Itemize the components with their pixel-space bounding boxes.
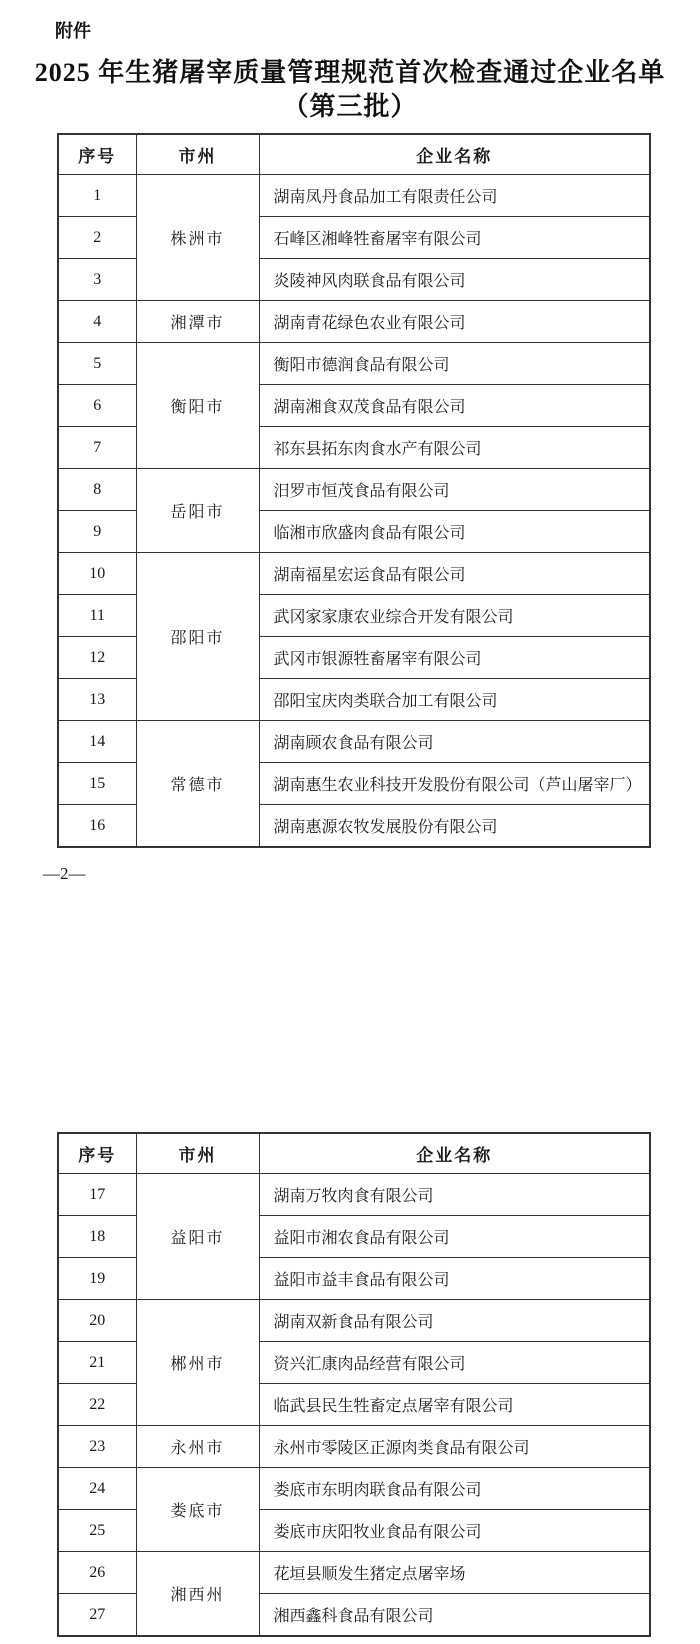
city-cell: 郴州市 [136,1300,259,1426]
table-row [58,1426,650,1468]
company-name-cell: 湖南双新食品有限公司 [259,1300,650,1342]
serial-number-cell: 7 [58,427,136,469]
serial-number-cell: 10 [58,553,136,595]
company-table-part1 [57,133,651,848]
serial-number-cell: 14 [58,721,136,763]
city-cell: 常德市 [136,721,259,848]
serial-number-cell: 12 [58,637,136,679]
company-name-cell: 临湘市欣盛肉食品有限公司 [259,511,650,553]
table-row [58,1174,650,1216]
serial-number-cell: 18 [58,1216,136,1258]
table-row [58,469,650,511]
table-row [58,343,650,385]
column-header-company: 企业名称 [259,1133,650,1174]
company-name-cell: 资兴汇康肉品经营有限公司 [259,1342,650,1384]
company-name-cell: 石峰区湘峰牲畜屠宰有限公司 [259,217,650,259]
serial-number-cell: 5 [58,343,136,385]
page-number: —2— [43,864,86,883]
company-name-cell: 祁东县拓东肉食水产有限公司 [259,427,650,469]
table-row [58,1300,650,1342]
serial-number-cell: 1 [58,175,136,217]
table-row [58,301,650,343]
column-header-serial: 序号 [58,134,136,175]
city-cell: 衡阳市 [136,343,259,469]
table-row [58,721,650,763]
title-line-1: 2025 年生猪屠宰质量管理规范首次检查通过企业名单 [34,58,666,87]
company-name-cell: 娄底市东明肉联食品有限公司 [259,1468,650,1510]
company-name-cell: 益阳市湘农食品有限公司 [259,1216,650,1258]
attachment-label: 附件 [55,21,91,41]
column-header-company: 企业名称 [259,134,650,175]
serial-number-cell: 25 [58,1510,136,1552]
table-header-row [58,134,650,175]
column-header-city: 市州 [136,134,259,175]
serial-number-cell: 6 [58,385,136,427]
serial-number-cell: 20 [58,1300,136,1342]
serial-number-cell: 22 [58,1384,136,1426]
serial-number-cell: 13 [58,679,136,721]
column-header-serial: 序号 [58,1133,136,1174]
city-cell: 永州市 [136,1426,259,1468]
company-name-cell: 衡阳市德润食品有限公司 [259,343,650,385]
serial-number-cell: 19 [58,1258,136,1300]
serial-number-cell: 3 [58,259,136,301]
document-title [0,56,700,124]
company-name-cell: 武冈家家康农业综合开发有限公司 [259,595,650,637]
company-name-cell: 湖南湘食双茂食品有限公司 [259,385,650,427]
company-table-part2 [57,1132,651,1637]
company-name-cell: 湖南顾农食品有限公司 [259,721,650,763]
city-cell: 湘西州 [136,1552,259,1637]
company-name-cell: 娄底市庆阳牧业食品有限公司 [259,1510,650,1552]
company-name-cell: 湖南凤丹食品加工有限责任公司 [259,175,650,217]
company-name-cell: 炎陵神风肉联食品有限公司 [259,259,650,301]
city-cell: 湘潭市 [136,301,259,343]
serial-number-cell: 4 [58,301,136,343]
title-line-2: （第三批） [282,92,418,121]
table-row [58,1552,650,1594]
company-name-cell: 临武县民生牲畜定点屠宰有限公司 [259,1384,650,1426]
serial-number-cell: 11 [58,595,136,637]
company-name-cell: 湖南惠生农业科技开发股份有限公司（芦山屠宰厂） [259,763,650,805]
company-name-cell: 湖南青花绿色农业有限公司 [259,301,650,343]
company-name-cell: 益阳市益丰食品有限公司 [259,1258,650,1300]
company-name-cell: 汨罗市恒茂食品有限公司 [259,469,650,511]
table-row [58,175,650,217]
company-name-cell: 湖南万牧肉食有限公司 [259,1174,650,1216]
serial-number-cell: 21 [58,1342,136,1384]
serial-number-cell: 23 [58,1426,136,1468]
city-cell: 娄底市 [136,1468,259,1552]
serial-number-cell: 17 [58,1174,136,1216]
company-name-cell: 武冈市银源牲畜屠宰有限公司 [259,637,650,679]
city-cell: 邵阳市 [136,553,259,721]
serial-number-cell: 9 [58,511,136,553]
city-cell: 岳阳市 [136,469,259,553]
company-name-cell: 花垣县顺发生猪定点屠宰场 [259,1552,650,1594]
company-name-cell: 湘西鑫科食品有限公司 [259,1594,650,1637]
serial-number-cell: 2 [58,217,136,259]
company-name-cell: 湖南福星宏运食品有限公司 [259,553,650,595]
table-row [58,1468,650,1510]
serial-number-cell: 24 [58,1468,136,1510]
table-row [58,553,650,595]
serial-number-cell: 8 [58,469,136,511]
city-cell: 益阳市 [136,1174,259,1300]
column-header-city: 市州 [136,1133,259,1174]
city-cell: 株洲市 [136,175,259,301]
serial-number-cell: 15 [58,763,136,805]
serial-number-cell: 16 [58,805,136,848]
serial-number-cell: 27 [58,1594,136,1637]
company-name-cell: 永州市零陵区正源肉类食品有限公司 [259,1426,650,1468]
table-header-row [58,1133,650,1174]
company-name-cell: 邵阳宝庆肉类联合加工有限公司 [259,679,650,721]
company-name-cell: 湖南惠源农牧发展股份有限公司 [259,805,650,848]
serial-number-cell: 26 [58,1552,136,1594]
